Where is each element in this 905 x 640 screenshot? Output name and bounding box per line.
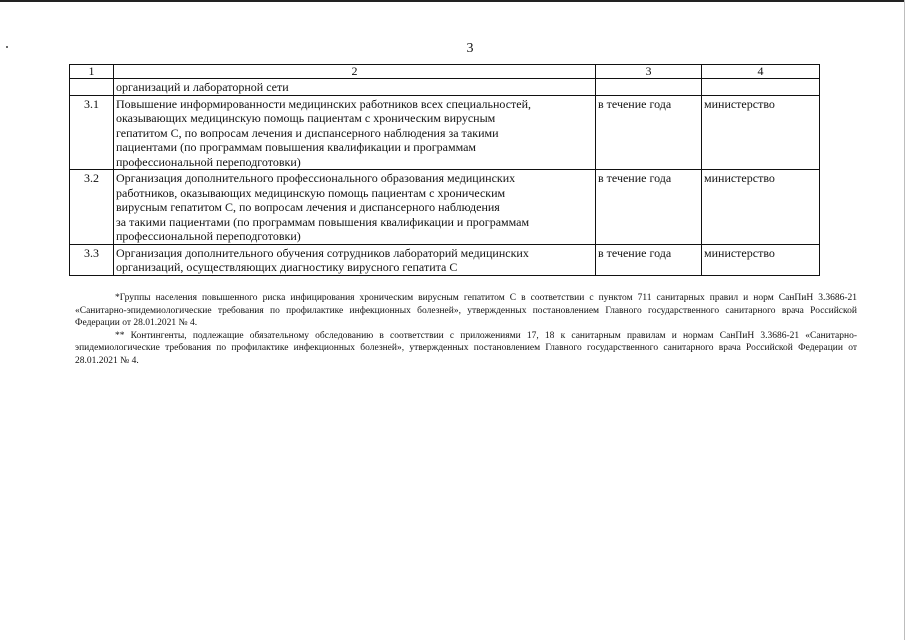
continuation-num-cell	[70, 79, 114, 96]
header-cell-2: 2	[114, 65, 596, 79]
row-description	[114, 95, 596, 170]
continuation-row	[70, 79, 820, 96]
row-number: 3.2	[70, 170, 114, 245]
continuation-term-cell	[596, 79, 702, 96]
row-description	[114, 244, 596, 275]
row-term: в течение года	[596, 95, 702, 170]
header-cell-3: 3	[596, 65, 702, 79]
row-term: в течение года	[596, 170, 702, 245]
description-line: оказывающих медицинскую помощь пациентам с хроническим вирусным	[116, 111, 496, 125]
row-responsible: министерство	[702, 244, 820, 275]
description-line: работников, оказывающих медицинскую помощь пациентам с хроническим	[116, 185, 506, 200]
description-line: гепатитом С, по вопросам лечения и диспансерного наблюдения за такими	[116, 125, 499, 140]
description-line: за такими пациентами (по программам повышения квалификации и программам	[116, 214, 530, 229]
description-line: профессиональной переподготовки)	[116, 229, 301, 243]
page-number: 3	[466, 41, 474, 56]
description-line: Организация дополнительного обучения сотрудников лабораторий медицинских	[116, 245, 529, 260]
description-line: профессиональной переподготовки)	[116, 154, 301, 169]
footnote-2: ** Контингенты, подлежащие обязательному обследованию в соответствии с приложениями 17, 18 к санитарным правилам и нормам СанПиН 3.3686-21 «Санитарно-эпидемиологические требования по профилактике инфекционных болезней», утвержденных постановлением Главного государственного санитарного врача Российской Федерации от 28.01.2021 № 4.	[75, 330, 857, 366]
top-border-line	[0, 0, 905, 2]
table-row-3-1	[70, 95, 820, 170]
row-responsible: министерство	[702, 170, 820, 245]
footnotes	[75, 292, 857, 367]
row-term: в течение года	[596, 244, 702, 275]
footnote-1: *Группы населения повышенного риска инфицирования хроническим вирусным гепатитом С в соответствии с пунктом 711 санитарных правил и норм СанПиН 3.3686-21 «Санитарно-эпидемиологические требования по профилактике инфекционных болезней», утвержденных постановлением Главного государственного санитарного врача Российской Федерации от 28.01.2021 № 4.	[75, 293, 857, 328]
continuation-text: организаций и лабораторной сети	[114, 79, 596, 96]
table-row-3-2	[70, 170, 820, 245]
description-line: вирусным гепатитом С, по вопросам лечения и диспансерного наблюдения	[116, 200, 500, 214]
action-plan-table	[69, 64, 820, 276]
description-line: организаций, осуществляющих диагностику вирусного гепатита С	[116, 260, 458, 274]
header-cell-4: 4	[702, 65, 820, 79]
continuation-responsible-cell	[702, 79, 820, 96]
scan-speck	[6, 46, 8, 48]
description-line: Организация дополнительного профессионального образования медицинских	[116, 171, 516, 185]
description-line: пациентами (по программам повышения квалификации и программам	[116, 140, 476, 154]
row-description	[114, 170, 596, 245]
row-responsible: министерство	[702, 95, 820, 170]
header-cell-1: 1	[70, 65, 114, 79]
description-line: Повышение информированности медицинских работников всех специальностей,	[116, 96, 532, 111]
table-row-3-3	[70, 244, 820, 275]
row-number: 3.1	[70, 95, 114, 170]
table-header-row	[70, 65, 820, 79]
row-number: 3.3	[70, 244, 114, 275]
